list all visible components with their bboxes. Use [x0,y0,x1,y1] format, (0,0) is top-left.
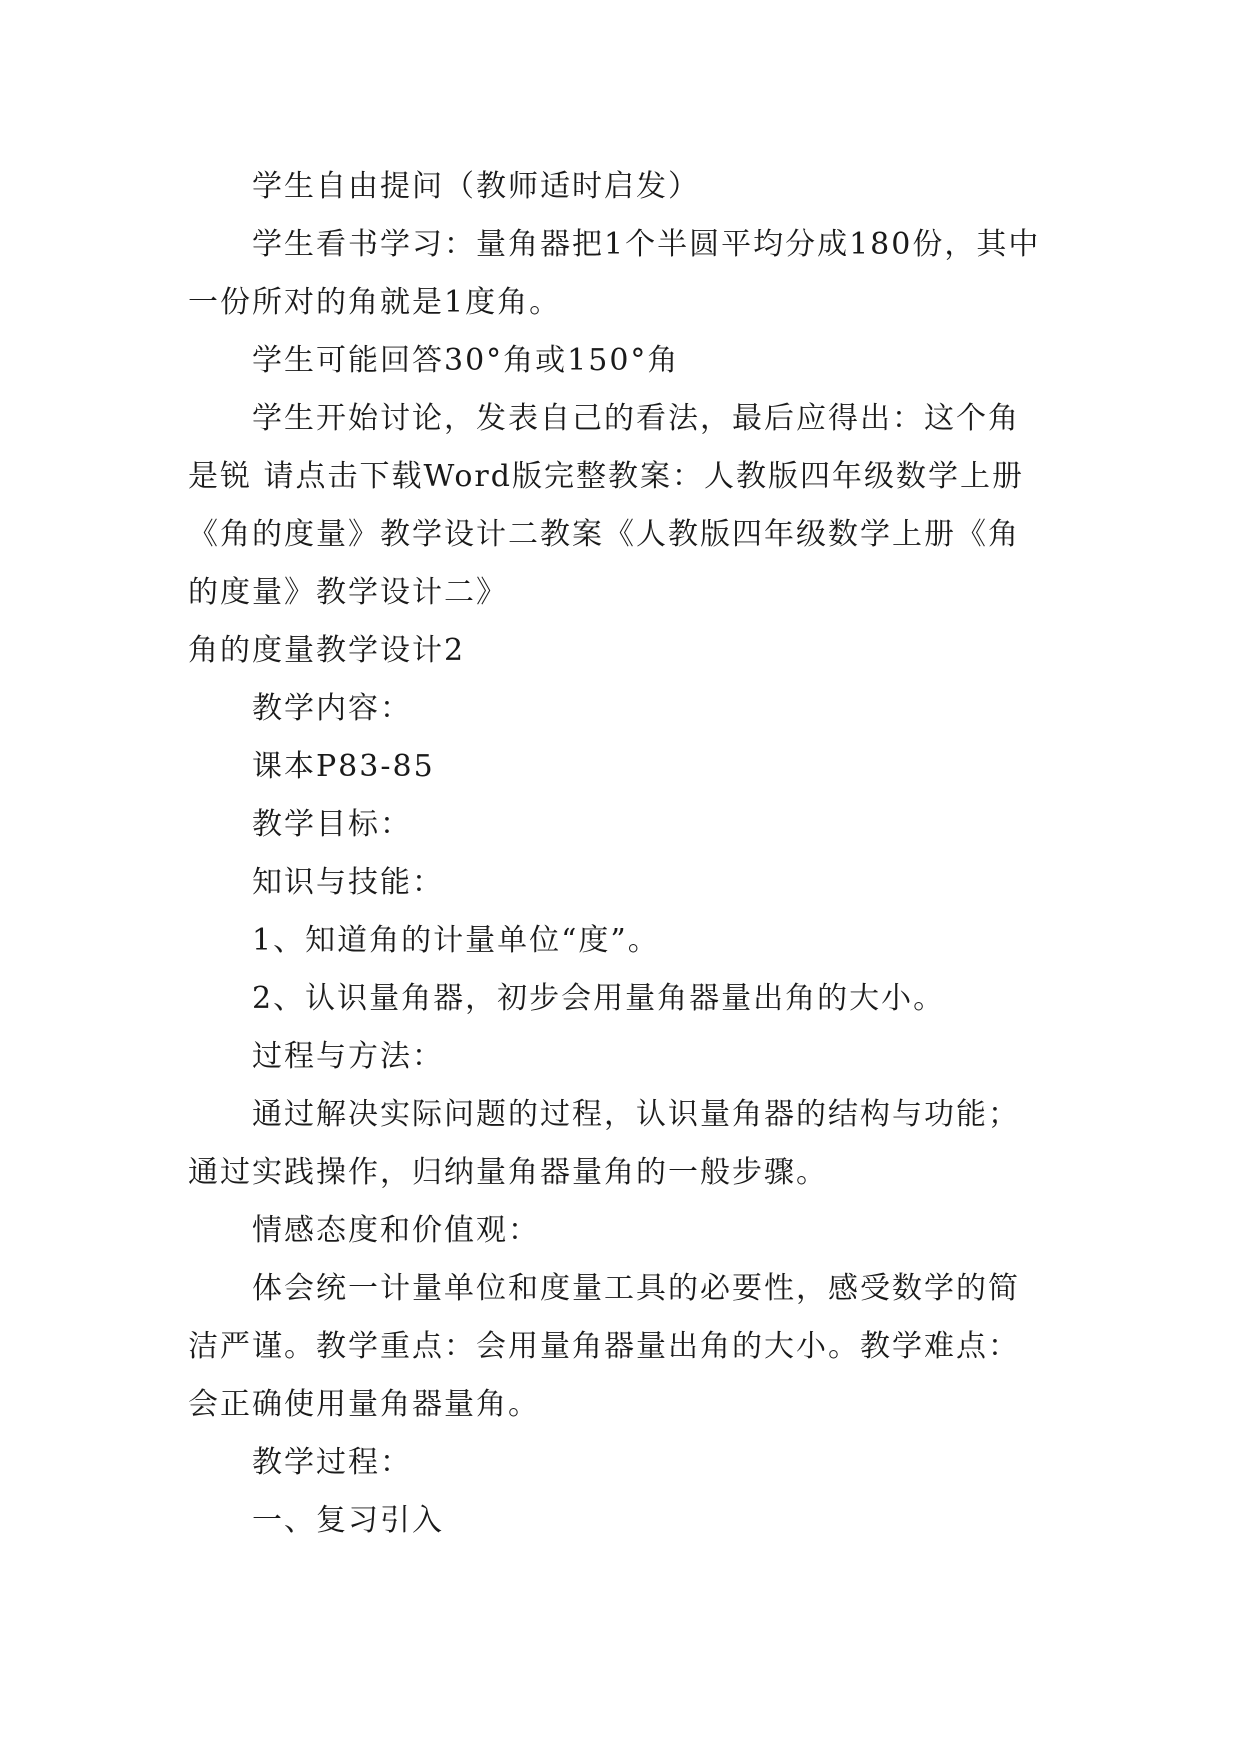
paragraph-process-methods: 通过解决实际问题的过程，认识量角器的结构与功能；通过实践操作，归纳量角器量角的一般步骤。 [188,1097,1020,1190]
paragraph-teaching-process-label: 教学过程： [252,1445,412,1480]
section-heading: 角的度量教学设计2 [188,633,466,668]
paragraph-knowledge-skills-label: 知识与技能： [252,865,444,900]
paragraph-process-methods-label: 过程与方法： [252,1039,444,1074]
paragraph-possible-answers: 学生可能回答30°角或150°角 [252,343,680,378]
paragraph-attitude-values-label: 情感态度和价值观： [252,1213,540,1248]
paragraph-review-intro: 一、复习引入 [252,1503,444,1538]
paragraph-teaching-content-label: 教学内容： [252,691,412,726]
document-body [188,158,1050,1550]
paragraph-attitude-values: 体会统一计量单位和度量工具的必要性，感受数学的简洁严谨。教学重点：会用量角器量出角的大小。教学难点：会正确使用量角器量角。 [188,1271,1020,1422]
paragraph-goal-2: 2、认识量角器，初步会用量角器量出角的大小。 [252,981,946,1016]
paragraph-discussion-download: 学生开始讨论，发表自己的看法，最后应得出：这个角是锐 请点击下载Word版完整教案：人教版四年级数学上册《角的度量》教学设计二教案《人教版四年级数学上册《角的度量》教学设计二》 [188,401,1024,610]
paragraph-goal-1: 1、知道角的计量单位“度”。 [252,923,660,958]
paragraph-teaching-goals-label: 教学目标： [252,807,412,842]
paragraph-student-questions: 学生自由提问（教师适时启发） [252,169,700,204]
paragraph-protractor-reading: 学生看书学习：量角器把1个半圆平均分成180份，其中一份所对的角就是1度角。 [188,227,1041,320]
paragraph-textbook-pages: 课本P83-85 [252,749,435,784]
